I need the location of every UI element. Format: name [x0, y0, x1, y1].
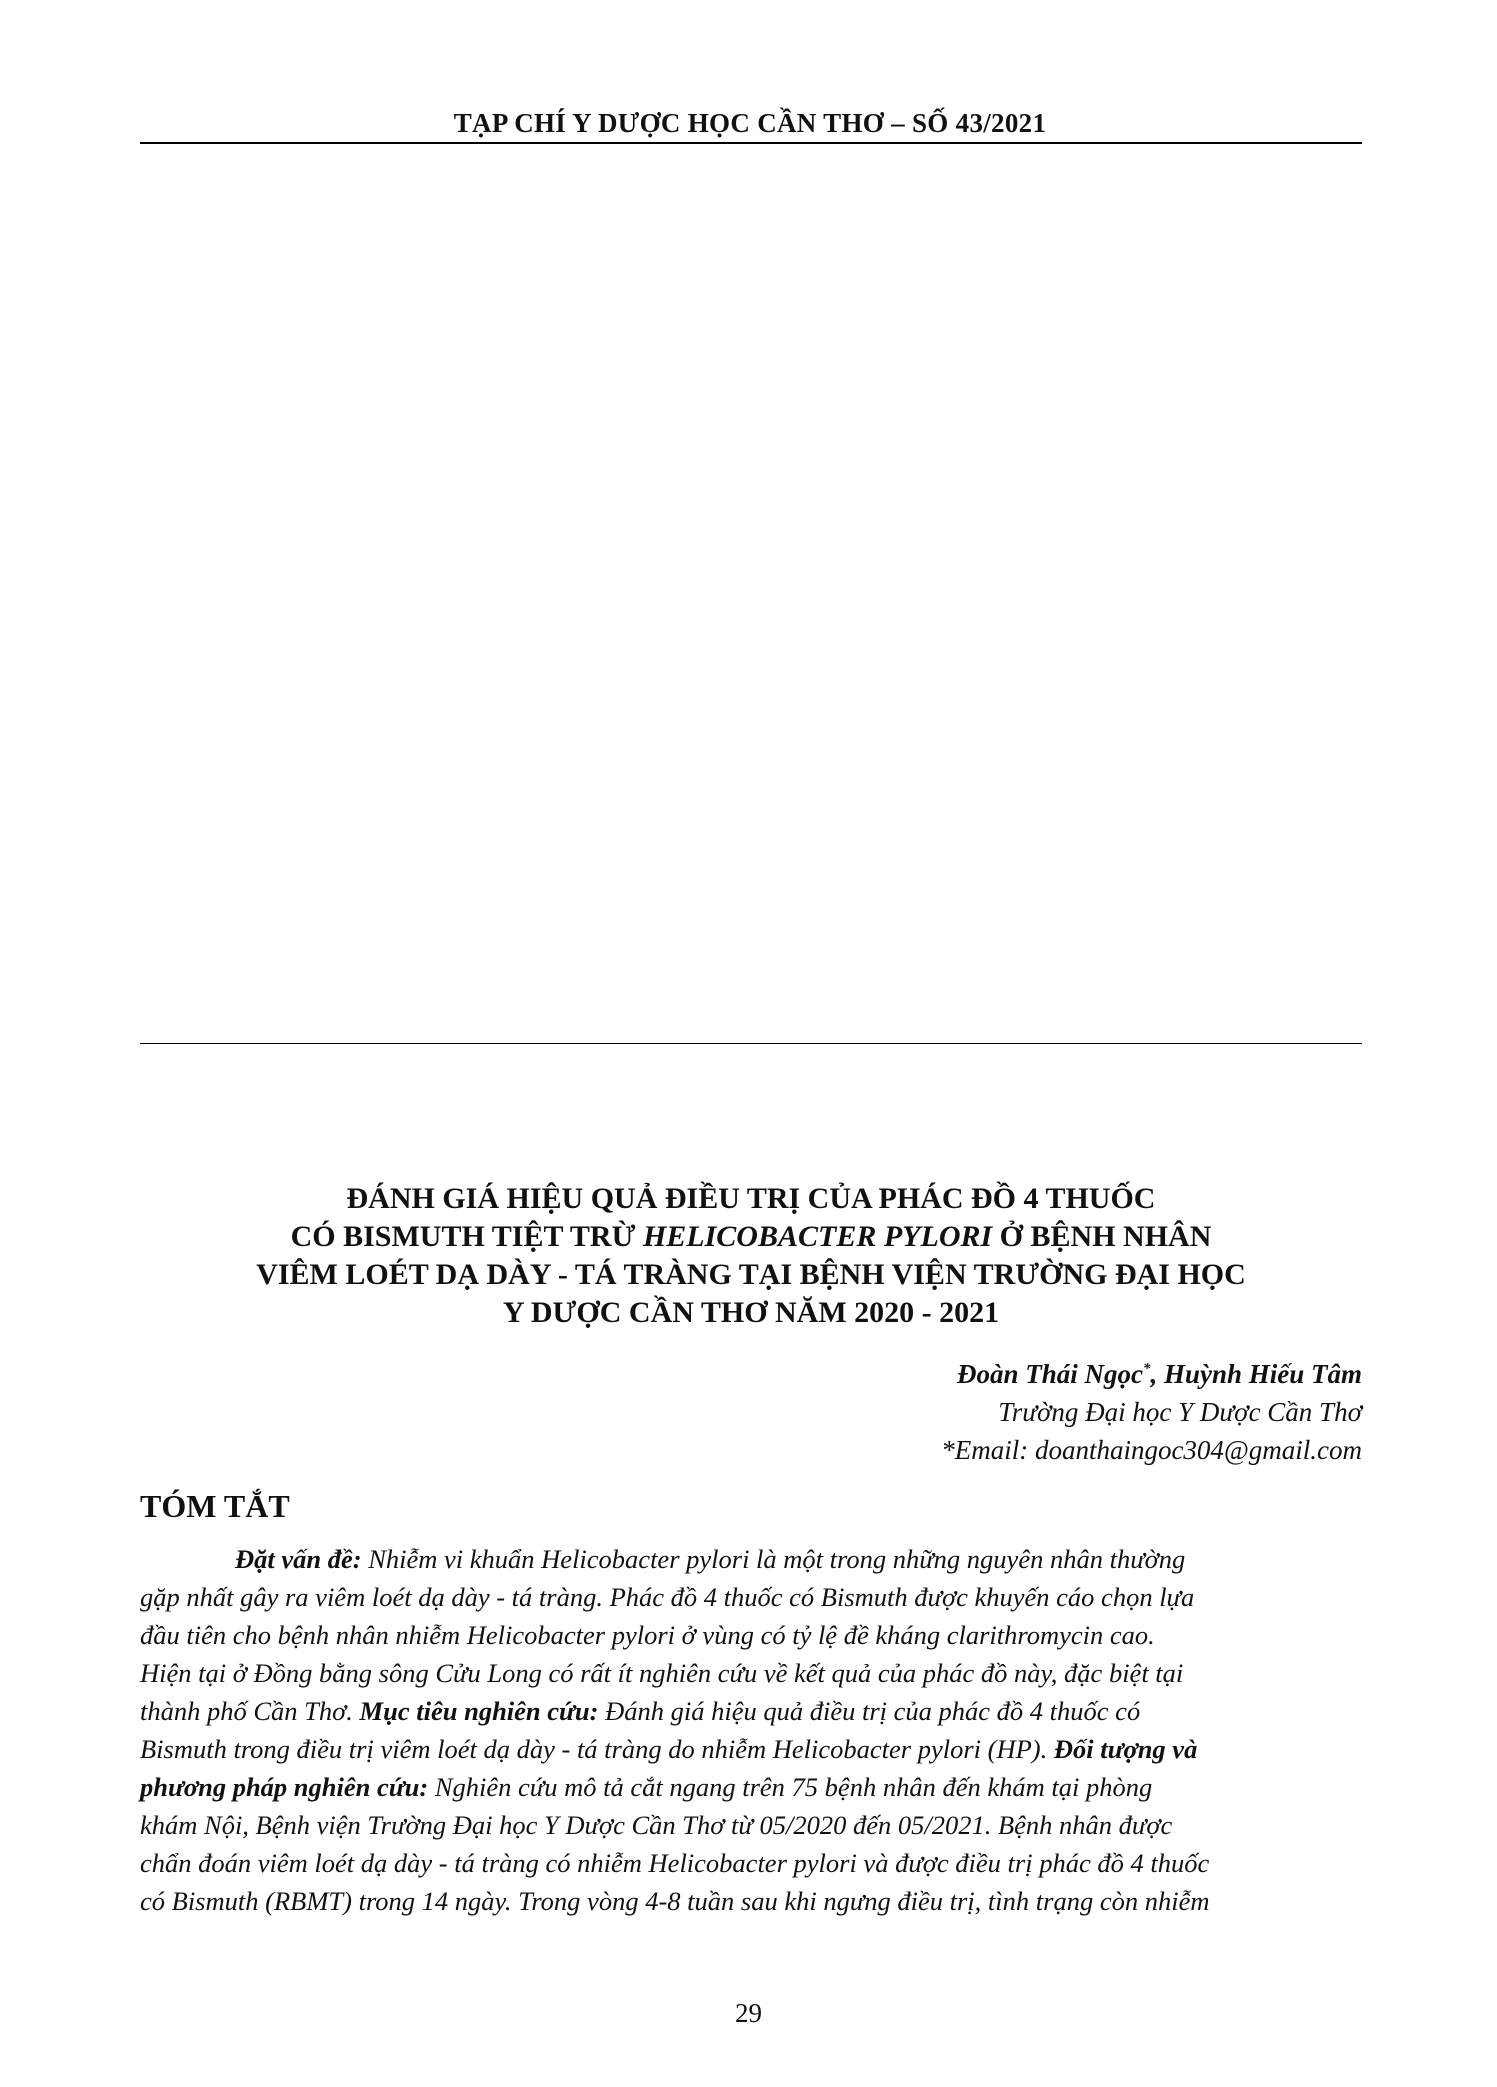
- affiliation: Trường Đại học Y Dược Cần Thơ: [998, 1397, 1362, 1427]
- label-subjects-part2: phương pháp nghiên cứu:: [140, 1772, 429, 1802]
- label-subjects-part1: Đối tượng và: [1053, 1734, 1198, 1764]
- title-organism: HELICOBACTER PYLORI: [642, 1220, 993, 1253]
- page-number: 29: [735, 1998, 762, 2028]
- title-line-2-start: CÓ BISMUTH TIỆT TRỪ: [290, 1220, 643, 1253]
- author-1: Đoàn Thái Ngọc: [956, 1359, 1143, 1389]
- abstract-text: Nghiên cứu mô tả cắt ngang trên 75 bệnh nhân đến khám tại phòng: [428, 1772, 1153, 1802]
- abstract-line: khám Nội, Bệnh viện Trường Đại học Y Dược Cần Thơ từ 05/2020 đến 05/2021. Bệnh nhân được: [140, 1810, 1173, 1840]
- label-objectives: Mục tiêu nghiên cứu:: [359, 1696, 599, 1726]
- journal-header: TẠP CHÍ Y DƯỢC HỌC CẦN THƠ – SỐ 43/2021: [453, 108, 1047, 138]
- author-block: [941, 1350, 1362, 1469]
- abstract-heading: TÓM TẮT: [140, 1488, 290, 1524]
- abstract-line: [140, 1692, 1362, 1730]
- abstract-text: Nhiễm vi khuẩn Helicobacter pylori là một trong những nguyên nhân thường: [361, 1544, 1186, 1574]
- title-line-1: ĐÁNH GIÁ HIỆU QUẢ ĐIỀU TRỊ CỦA PHÁC ĐỒ 4 THUỐC: [346, 1182, 1156, 1215]
- author-email: *Email: doanthaingoc304@gmail.com: [941, 1435, 1362, 1465]
- author-2: , Huỳnh Hiếu Tâm: [1150, 1359, 1362, 1389]
- article-title: [140, 1180, 1362, 1332]
- abstract-line: đầu tiên cho bệnh nhân nhiễm Helicobacter pylori ở vùng có tỷ lệ đề kháng clarithromycin cao.: [140, 1620, 1155, 1650]
- author-names: [941, 1350, 1362, 1393]
- abstract-line: [140, 1768, 1362, 1806]
- abstract-line: có Bismuth (RBMT) trong 14 ngày. Trong vòng 4-8 tuần sau khi ngưng điều trị, tình trạng còn nhiễm: [140, 1886, 1210, 1916]
- abstract-text: thành phố Cần Thơ.: [140, 1696, 360, 1726]
- title-line-3: VIÊM LOÉT DẠ DÀY - TÁ TRÀNG TẠI BỆNH VIỆN TRƯỜNG ĐẠI HỌC: [256, 1258, 1246, 1291]
- header-rule: [140, 142, 1362, 144]
- section-divider: [140, 1043, 1362, 1044]
- abstract-line: chẩn đoán viêm loét dạ dày - tá tràng có nhiễm Helicobacter pylori và được điều trị phác đồ 4 thuốc: [140, 1848, 1210, 1878]
- abstract-line: gặp nhất gây ra viêm loét dạ dày - tá tràng. Phác đồ 4 thuốc có Bismuth được khuyến cáo chọn lựa: [140, 1582, 1195, 1612]
- abstract-text: Đánh giá hiệu quả điều trị của phác đồ 4 thuốc có: [598, 1696, 1141, 1726]
- abstract-body: [140, 1540, 1362, 1920]
- label-background: Đặt vấn đề:: [235, 1544, 362, 1574]
- corresponding-mark: *: [1142, 1361, 1151, 1377]
- abstract-text: Bismuth trong điều trị viêm loét dạ dày - tá tràng do nhiễm Helicobacter pylori (HP).: [140, 1734, 1054, 1764]
- abstract-line: [140, 1540, 1362, 1578]
- title-line-2: [140, 1218, 1362, 1256]
- title-line-4: Y DƯỢC CẦN THƠ NĂM 2020 - 2021: [502, 1296, 1000, 1329]
- abstract-line: Hiện tại ở Đồng bằng sông Cửu Long có rất ít nghiên cứu về kết quả của phác đồ này, đặc biệt tại: [140, 1658, 1184, 1688]
- abstract-line: [140, 1730, 1362, 1768]
- title-line-2-end: Ở BỆNH NHÂN: [992, 1220, 1212, 1253]
